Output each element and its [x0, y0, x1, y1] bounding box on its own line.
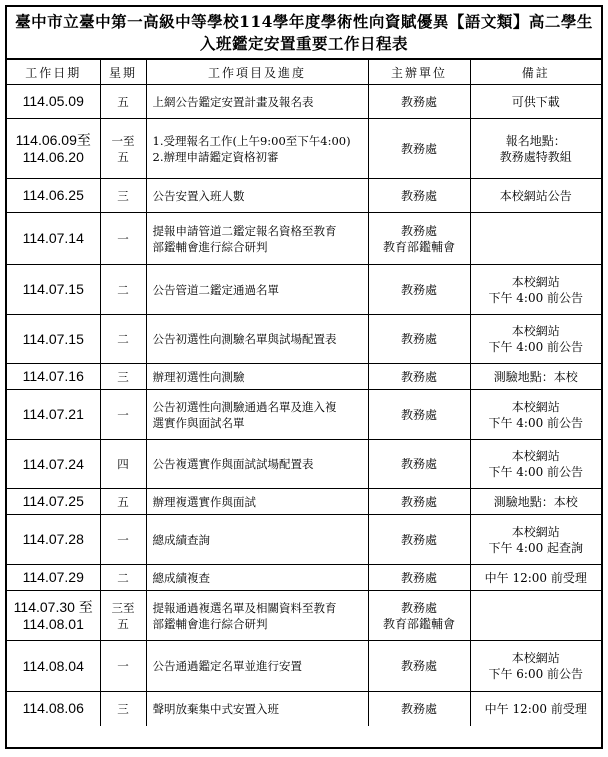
- unit-text: 教務處: [400, 570, 437, 585]
- task-text: 提報申請管道二鑑定報名資格至教育: [152, 223, 337, 238]
- note-text: 本校網站: [511, 399, 560, 414]
- cell-date: [7, 489, 100, 515]
- cell-date: [7, 364, 100, 390]
- task-text: 公告複選實作與面試試場配置表: [152, 457, 314, 471]
- table-row: [7, 440, 601, 489]
- date-text: 114.07.16: [22, 368, 84, 384]
- note-text: 測驗地點：本校: [493, 494, 578, 509]
- cell-day: [100, 591, 146, 641]
- note-text: 中午 12:00 前受理: [484, 570, 587, 585]
- cell-task: [146, 85, 368, 119]
- cell-note: [470, 591, 601, 641]
- title-line-1: 臺中市立臺中第一高級中等學校114學年度學術性向資賦優異【語文類】高二學生: [15, 12, 593, 31]
- task-text: 辦理複選實作與面試: [152, 494, 256, 509]
- cell-day: [100, 515, 146, 565]
- task-text: 2.辦理申請鑑定資格初審: [152, 149, 279, 164]
- day-text: 五: [117, 149, 129, 164]
- note-text: 下午 4:00 前公告: [488, 290, 584, 305]
- cell-unit: [368, 390, 470, 440]
- cell-note: [470, 641, 601, 692]
- cell-date: [7, 265, 100, 315]
- day-text: 一: [117, 231, 129, 246]
- schedule-rows: [7, 85, 601, 726]
- cell-date: [7, 179, 100, 213]
- cell-unit: [368, 265, 470, 315]
- cell-unit: [368, 119, 470, 179]
- unit-text: 教務處: [400, 659, 437, 673]
- date-text: 114.06.20: [22, 148, 84, 165]
- date-text: 114.05.09: [22, 93, 84, 109]
- unit-text: 教務處: [400, 188, 437, 203]
- cell-note: [470, 85, 601, 119]
- unit-text: 教務處: [400, 532, 437, 547]
- note-text: 下午 4:00 起查詢: [488, 540, 584, 555]
- cell-unit: [368, 591, 470, 641]
- table-row: [7, 364, 601, 390]
- cell-task: [146, 591, 368, 641]
- cell-note: [470, 315, 601, 364]
- cell-day: [100, 489, 146, 515]
- unit-text: 教務處: [400, 600, 437, 615]
- cell-day: [100, 692, 146, 726]
- cell-task: [146, 364, 368, 390]
- cell-task: [146, 315, 368, 364]
- task-text: 聲明放棄集中式安置入班: [152, 701, 279, 716]
- day-text: 一: [117, 659, 129, 673]
- table-row: [7, 315, 601, 364]
- schedule-document: [5, 5, 603, 749]
- cell-note: [470, 179, 601, 213]
- date-text: 114.06.09至: [15, 131, 91, 148]
- task-text: 提報通過複選名單及相關資料至教育: [152, 600, 337, 615]
- unit-text: 教務處: [400, 701, 437, 716]
- task-text: 辦理初選性向測驗: [152, 369, 245, 384]
- cell-date: [7, 565, 100, 591]
- cell-date: [7, 641, 100, 692]
- date-text: 114.07.24: [22, 455, 84, 472]
- table-row: [7, 213, 601, 265]
- unit-text: 教育部鑑輔會: [382, 616, 455, 631]
- note-text: 中午 12:00 前受理: [484, 701, 587, 716]
- note-text: 測驗地點：本校: [493, 369, 578, 384]
- table-row: [7, 119, 601, 179]
- cell-task: [146, 390, 368, 440]
- note-text: 下午 4:00 前公告: [488, 415, 584, 430]
- unit-text: 教務處: [400, 223, 437, 238]
- cell-day: [100, 641, 146, 692]
- unit-text: 教育部鑑輔會: [382, 239, 455, 254]
- cell-note: [470, 440, 601, 489]
- cell-note: [470, 515, 601, 565]
- header-day: 星期: [100, 60, 146, 85]
- task-text: 公告管道二鑑定通過名單: [152, 282, 279, 297]
- unit-text: 教務處: [400, 94, 437, 109]
- cell-task: [146, 213, 368, 265]
- cell-task: [146, 641, 368, 692]
- note-text: 可供下載: [511, 94, 560, 109]
- day-text: 二: [117, 332, 129, 346]
- day-text: 二: [117, 570, 129, 585]
- cell-day: [100, 119, 146, 179]
- cell-date: [7, 440, 100, 489]
- note-text: 下午 4:00 前公告: [488, 465, 584, 479]
- cell-task: [146, 692, 368, 726]
- note-text: 本校網站: [511, 524, 560, 539]
- cell-date: [7, 390, 100, 440]
- cell-unit: [368, 641, 470, 692]
- cell-task: [146, 515, 368, 565]
- cell-note: [470, 213, 601, 265]
- note-text: 本校網站: [511, 274, 560, 289]
- document-title: [7, 7, 601, 59]
- title-line-2: 入班鑑定安置重要工作日程表: [199, 34, 408, 53]
- note-text: 教務處特教組: [499, 149, 572, 164]
- table-row: [7, 641, 601, 692]
- table-row: [7, 390, 601, 440]
- task-text: 總成績查詢: [152, 532, 210, 547]
- task-text: 公告初選性向測驗名單與試場配置表: [152, 332, 337, 346]
- note-text: 報名地點：: [505, 133, 566, 148]
- task-text: 公告通過鑑定名單並進行安置: [152, 659, 302, 673]
- cell-date: [7, 119, 100, 179]
- cell-day: [100, 213, 146, 265]
- task-text: 總成績複查: [152, 570, 210, 585]
- date-text: 114.07.21: [22, 406, 84, 422]
- table-row: [7, 515, 601, 565]
- cell-date: [7, 515, 100, 565]
- cell-note: [470, 364, 601, 390]
- cell-note: [470, 692, 601, 726]
- cell-unit: [368, 692, 470, 726]
- note-text: 本校網站: [511, 324, 560, 338]
- cell-unit: [368, 515, 470, 565]
- cell-date: [7, 591, 100, 641]
- day-text: 三: [117, 188, 129, 203]
- cell-task: [146, 440, 368, 489]
- note-text: 本校網站: [511, 449, 560, 463]
- day-text: 三: [117, 701, 129, 716]
- unit-text: 教務處: [400, 457, 437, 471]
- task-text: 部鑑輔會進行綜合研判: [152, 616, 268, 631]
- date-text: 114.08.04: [22, 657, 84, 674]
- note-text: 本校網站公告: [499, 188, 572, 203]
- day-text: 四: [117, 457, 129, 471]
- table-row: [7, 265, 601, 315]
- cell-note: [470, 119, 601, 179]
- cell-task: [146, 265, 368, 315]
- note-text: 本校網站: [511, 651, 560, 665]
- table-row: [7, 489, 601, 515]
- cell-day: [100, 565, 146, 591]
- task-text: 部鑑輔會進行綜合研判: [152, 239, 268, 254]
- table-row: [7, 565, 601, 591]
- unit-text: 教務處: [400, 369, 437, 384]
- day-text: 二: [117, 282, 129, 297]
- day-text: 五: [117, 94, 129, 109]
- schedule-table: [7, 59, 601, 726]
- date-text: 114.07.30 至: [13, 598, 93, 615]
- cell-unit: [368, 364, 470, 390]
- cell-unit: [368, 213, 470, 265]
- unit-text: 教務處: [400, 141, 437, 156]
- header-task: 工作項目及進度: [146, 60, 368, 85]
- table-row: [7, 85, 601, 119]
- unit-text: 教務處: [400, 282, 437, 297]
- date-text: 114.07.15: [22, 281, 84, 297]
- day-text: 三至: [111, 600, 135, 615]
- cell-date: [7, 85, 100, 119]
- header-unit: 主辦單位: [368, 60, 470, 85]
- table-row: [7, 179, 601, 213]
- date-text: 114.07.25: [22, 493, 84, 509]
- date-text: 114.07.28: [22, 531, 84, 547]
- header-note: 備註: [470, 60, 601, 85]
- cell-note: [470, 390, 601, 440]
- task-text: 1.受理報名工作(上午9:00至下午4:00): [152, 133, 351, 148]
- table-row: [7, 692, 601, 726]
- cell-note: [470, 265, 601, 315]
- note-text: 下午 6:00 前公告: [488, 667, 584, 681]
- day-text: 五: [117, 494, 129, 509]
- cell-task: [146, 119, 368, 179]
- day-text: 三: [117, 369, 129, 384]
- cell-unit: [368, 489, 470, 515]
- cell-note: [470, 489, 601, 515]
- date-text: 114.07.15: [22, 330, 84, 347]
- table-row: [7, 591, 601, 641]
- date-text: 114.08.01: [22, 615, 84, 632]
- cell-note: [470, 565, 601, 591]
- cell-day: [100, 390, 146, 440]
- cell-unit: [368, 179, 470, 213]
- cell-unit: [368, 440, 470, 489]
- date-text: 114.06.25: [22, 187, 84, 203]
- cell-task: [146, 179, 368, 213]
- cell-day: [100, 315, 146, 364]
- unit-text: 教務處: [400, 332, 437, 346]
- task-text: 上網公告鑑定安置計畫及報名表: [152, 94, 314, 109]
- cell-day: [100, 364, 146, 390]
- date-text: 114.07.14: [22, 230, 84, 246]
- task-text: 選實作與面試名單: [152, 415, 245, 430]
- cell-task: [146, 565, 368, 591]
- day-text: 一: [117, 407, 129, 422]
- cell-day: [100, 440, 146, 489]
- cell-unit: [368, 315, 470, 364]
- task-text: 公告安置入班人數: [152, 188, 245, 203]
- unit-text: 教務處: [400, 494, 437, 509]
- cell-unit: [368, 85, 470, 119]
- header-row: [7, 60, 601, 85]
- day-text: 一: [117, 532, 129, 547]
- cell-date: [7, 213, 100, 265]
- day-text: 五: [117, 616, 129, 631]
- task-text: 公告初選性向測驗通過名單及進入複: [152, 399, 337, 414]
- cell-date: [7, 692, 100, 726]
- cell-day: [100, 179, 146, 213]
- day-text: 一至: [111, 133, 135, 148]
- cell-day: [100, 85, 146, 119]
- unit-text: 教務處: [400, 407, 437, 422]
- header-date: 工作日期: [7, 60, 100, 85]
- cell-date: [7, 315, 100, 364]
- cell-day: [100, 265, 146, 315]
- cell-task: [146, 489, 368, 515]
- cell-unit: [368, 565, 470, 591]
- note-text: 下午 4:00 前公告: [488, 340, 584, 354]
- date-text: 114.08.06: [22, 700, 84, 717]
- date-text: 114.07.29: [22, 569, 84, 585]
